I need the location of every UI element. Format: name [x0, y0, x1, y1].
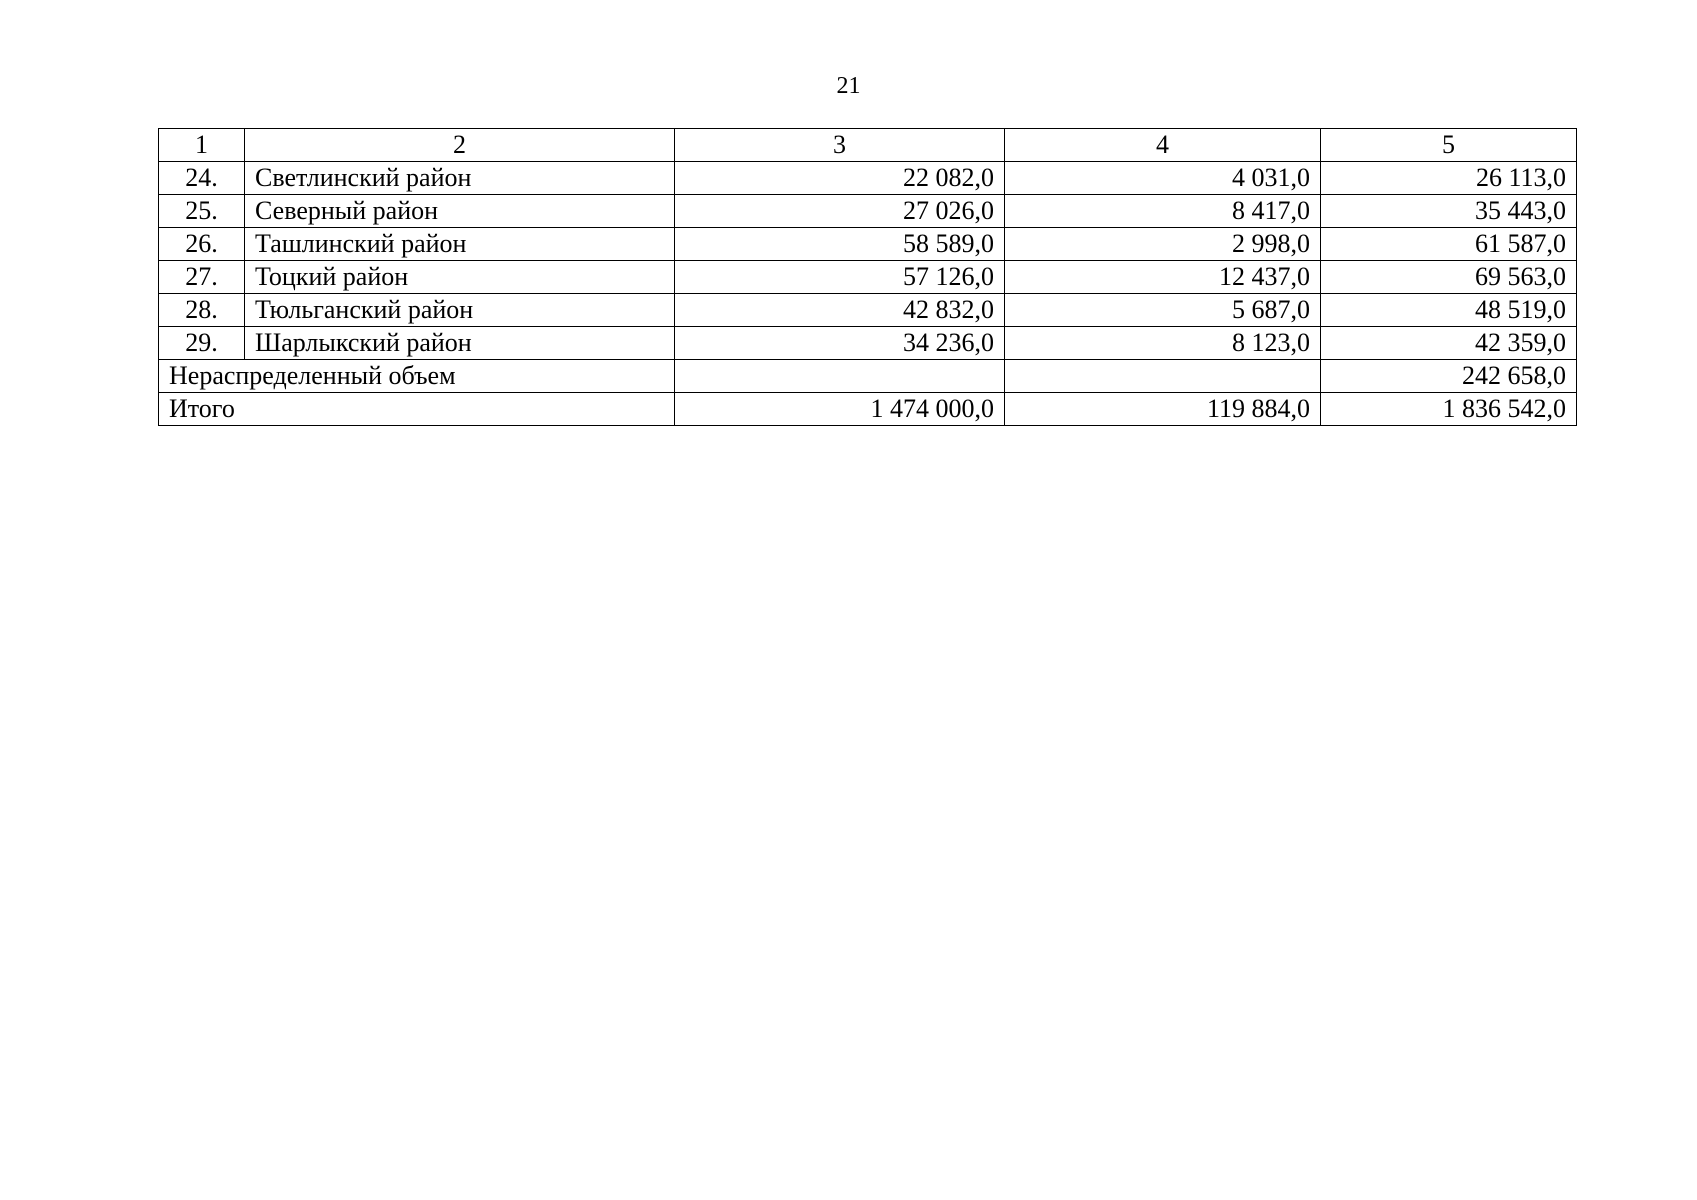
column-4-value: 12 437,0 [1005, 261, 1321, 294]
total-column-3: 1 474 000,0 [675, 393, 1005, 426]
district-name: Северный район [245, 195, 675, 228]
column-header-4: 4 [1005, 129, 1321, 162]
district-name: Тоцкий район [245, 261, 675, 294]
data-table [158, 128, 1577, 426]
table-row [159, 162, 1577, 195]
column-3-value: 22 082,0 [675, 162, 1005, 195]
column-5-value: 61 587,0 [1321, 228, 1577, 261]
column-5-value: 35 443,0 [1321, 195, 1577, 228]
column-5-value: 26 113,0 [1321, 162, 1577, 195]
column-3-value: 57 126,0 [675, 261, 1005, 294]
table-header-row [159, 129, 1577, 162]
column-5-value: 48 519,0 [1321, 294, 1577, 327]
table-row [159, 327, 1577, 360]
column-header-2: 2 [245, 129, 675, 162]
district-name: Тюльганский район [245, 294, 675, 327]
column-header-1: 1 [159, 129, 245, 162]
row-number: 25. [159, 195, 245, 228]
total-label: Итого [159, 393, 675, 426]
column-header-3: 3 [675, 129, 1005, 162]
table-row [159, 228, 1577, 261]
column-3-value: 34 236,0 [675, 327, 1005, 360]
page-number: 21 [836, 73, 861, 99]
table-row [159, 195, 1577, 228]
row-number: 29. [159, 327, 245, 360]
column-header-5: 5 [1321, 129, 1577, 162]
total-column-4: 119 884,0 [1005, 393, 1321, 426]
row-number: 27. [159, 261, 245, 294]
column-4-value: 5 687,0 [1005, 294, 1321, 327]
column-5-value: 42 359,0 [1321, 327, 1577, 360]
column-3-value: 58 589,0 [675, 228, 1005, 261]
unallocated-column-4 [1005, 360, 1321, 393]
column-3-value: 42 832,0 [675, 294, 1005, 327]
district-name: Ташлинский район [245, 228, 675, 261]
total-row [159, 393, 1577, 426]
column-4-value: 8 123,0 [1005, 327, 1321, 360]
column-5-value: 69 563,0 [1321, 261, 1577, 294]
column-3-value: 27 026,0 [675, 195, 1005, 228]
table-row [159, 261, 1577, 294]
row-number: 28. [159, 294, 245, 327]
unallocated-column-5: 242 658,0 [1321, 360, 1577, 393]
column-4-value: 4 031,0 [1005, 162, 1321, 195]
unallocated-label: Нераспределенный объем [159, 360, 675, 393]
table-row [159, 294, 1577, 327]
row-number: 26. [159, 228, 245, 261]
total-column-5: 1 836 542,0 [1321, 393, 1577, 426]
unallocated-column-3 [675, 360, 1005, 393]
district-name: Шарлыкский район [245, 327, 675, 360]
unallocated-row [159, 360, 1577, 393]
row-number: 24. [159, 162, 245, 195]
column-4-value: 2 998,0 [1005, 228, 1321, 261]
district-name: Светлинский район [245, 162, 675, 195]
column-4-value: 8 417,0 [1005, 195, 1321, 228]
